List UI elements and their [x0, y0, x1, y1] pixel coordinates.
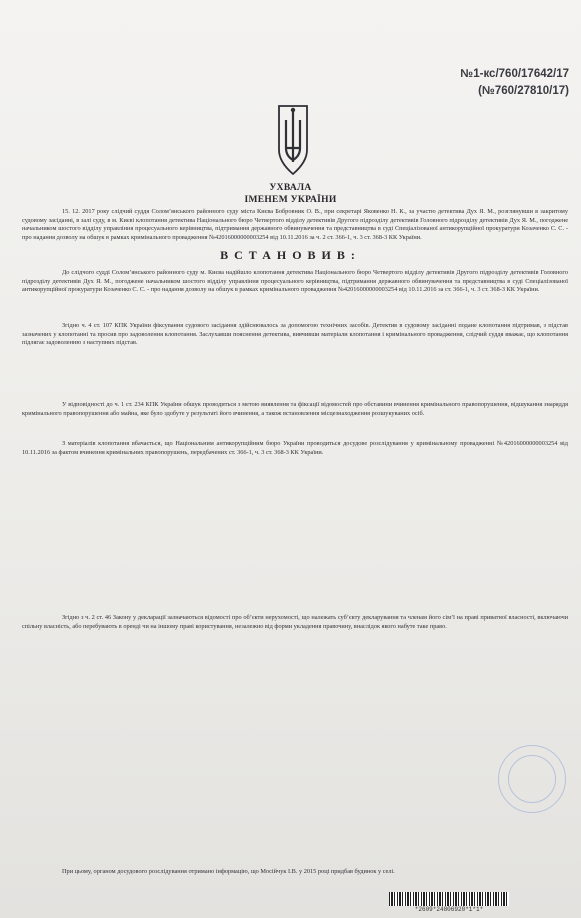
document-subtitle: ІМЕНЕМ УКРАЇНИ	[244, 195, 337, 205]
barcode	[389, 892, 509, 906]
section-heading: ВСТАНОВИВ:	[220, 248, 361, 262]
case-number-secondary: (№760/27810/17)	[478, 85, 569, 97]
court-stamp	[498, 745, 566, 813]
case-number-block	[460, 66, 569, 100]
document-title: УХВАЛА	[269, 183, 312, 193]
paragraph-declaration: Згідно з ч. 2 ст. 46 Закону у декларації зазначаються відомості про об’єкти нерухомості, що належать суб’єкту декларування та членам його сім’ї на праві приватної власності, включаючи спільну власність, або перебувають в оренді чи на іншому праві користування, незалежно від форми укладення правочину, внаслідок якого набуте таке право.	[22, 614, 568, 630]
intro-paragraph: 15. 12. 2017 року слідчий суддя Солом’янського районного суду міста Києва Бобровник О. В., при секретарі Яковенко Н. К., за участю детектива Дух Я. М., розглянувши в закритому судовому засіданні, в залі суду, в м. Києві клопотання детектива Національного бюро Четвертого відділу детективів Другого підрозділу детективів Головного підрозділу детективів Дух Я. М., погоджене начальником шостого відділу управління процесуального керівництва, підтримання державного обвинувачення та представництва в суді Спеціалізованої антикорупційної прокуратури Козаченко С. С. - про надання дозволу на обшук в рамках кримінального провадження №42016000000003254 від 10.11.2016 за ч. 2 ст. 366-1, ч. 3 ст. 368-3 КК України.	[22, 208, 568, 241]
paragraph-petition: До слідчого судді Солом’янського районного суду м. Києва надійшло клопотання детектива Національного бюро Четвертого відділу детективів Другого підрозділу детективів Головного підрозділу детективів Дух Я. М., погоджене начальником шостого відділу управління процесуального керівництва, підтримання державного обвинувачення та представництва в суді Спеціалізованої антикорупційної прокуратури Козаченко С. С. - про надання дозволу на обшук в рамках кримінального провадження №42016000000003254 від 10.11.2016 за ст. 366-1, ч. 3 ст. 368-3 КК України.	[22, 269, 568, 294]
paragraph-search-law: У відповідності до ч. 1 ст. 234 КПК України обшук проводиться з метою виявлення та фіксації відомостей про обставини вчинення кримінального правопорушення, відшукання знаряддя кримінального правопорушення або майна, яке було здобуте у результаті його вчинення, а також встановлення місцезнаходження розшукуваних осіб.	[22, 401, 568, 417]
paragraph-final: При цьому, органом досудового розслідування отримано інформацію, що Мосійчук І.В. у 2015 році придбав будинок у селі.	[62, 868, 395, 875]
case-number-primary: №1-кс/760/17642/17	[460, 68, 569, 80]
paragraph-investigation: З матеріалів клопотання вбачається, що Національним антикорупційним бюро України проводиться досудове розслідування у кримінальному провадженні №42016000000003254 від 10.11.2016 за фактом вчинення кримінальних правопорушень, передбачених ст. 366-1, ч. 3 ст. 368-3 КК України.	[22, 440, 568, 456]
barcode-number: *2609*24806920*1*1*	[414, 906, 484, 913]
paragraph-hearing: Згідно ч. 4 ст. 107 КПК України фіксування судового засідання здійснювалось за допомогою технічних засобів. Детектив в судовому засіданні подане клопотання підтримав, з підстав зазначених у клопотанні та просив про задоволення клопотання. Заслухавши пояснення детектива, вивчивши матеріали клопотання і кримінального провадження, слідчий суддя вважає, що клопотання підлягає задоволенню з наступних підстав.	[22, 322, 568, 347]
coat-of-arms-icon	[276, 100, 310, 180]
